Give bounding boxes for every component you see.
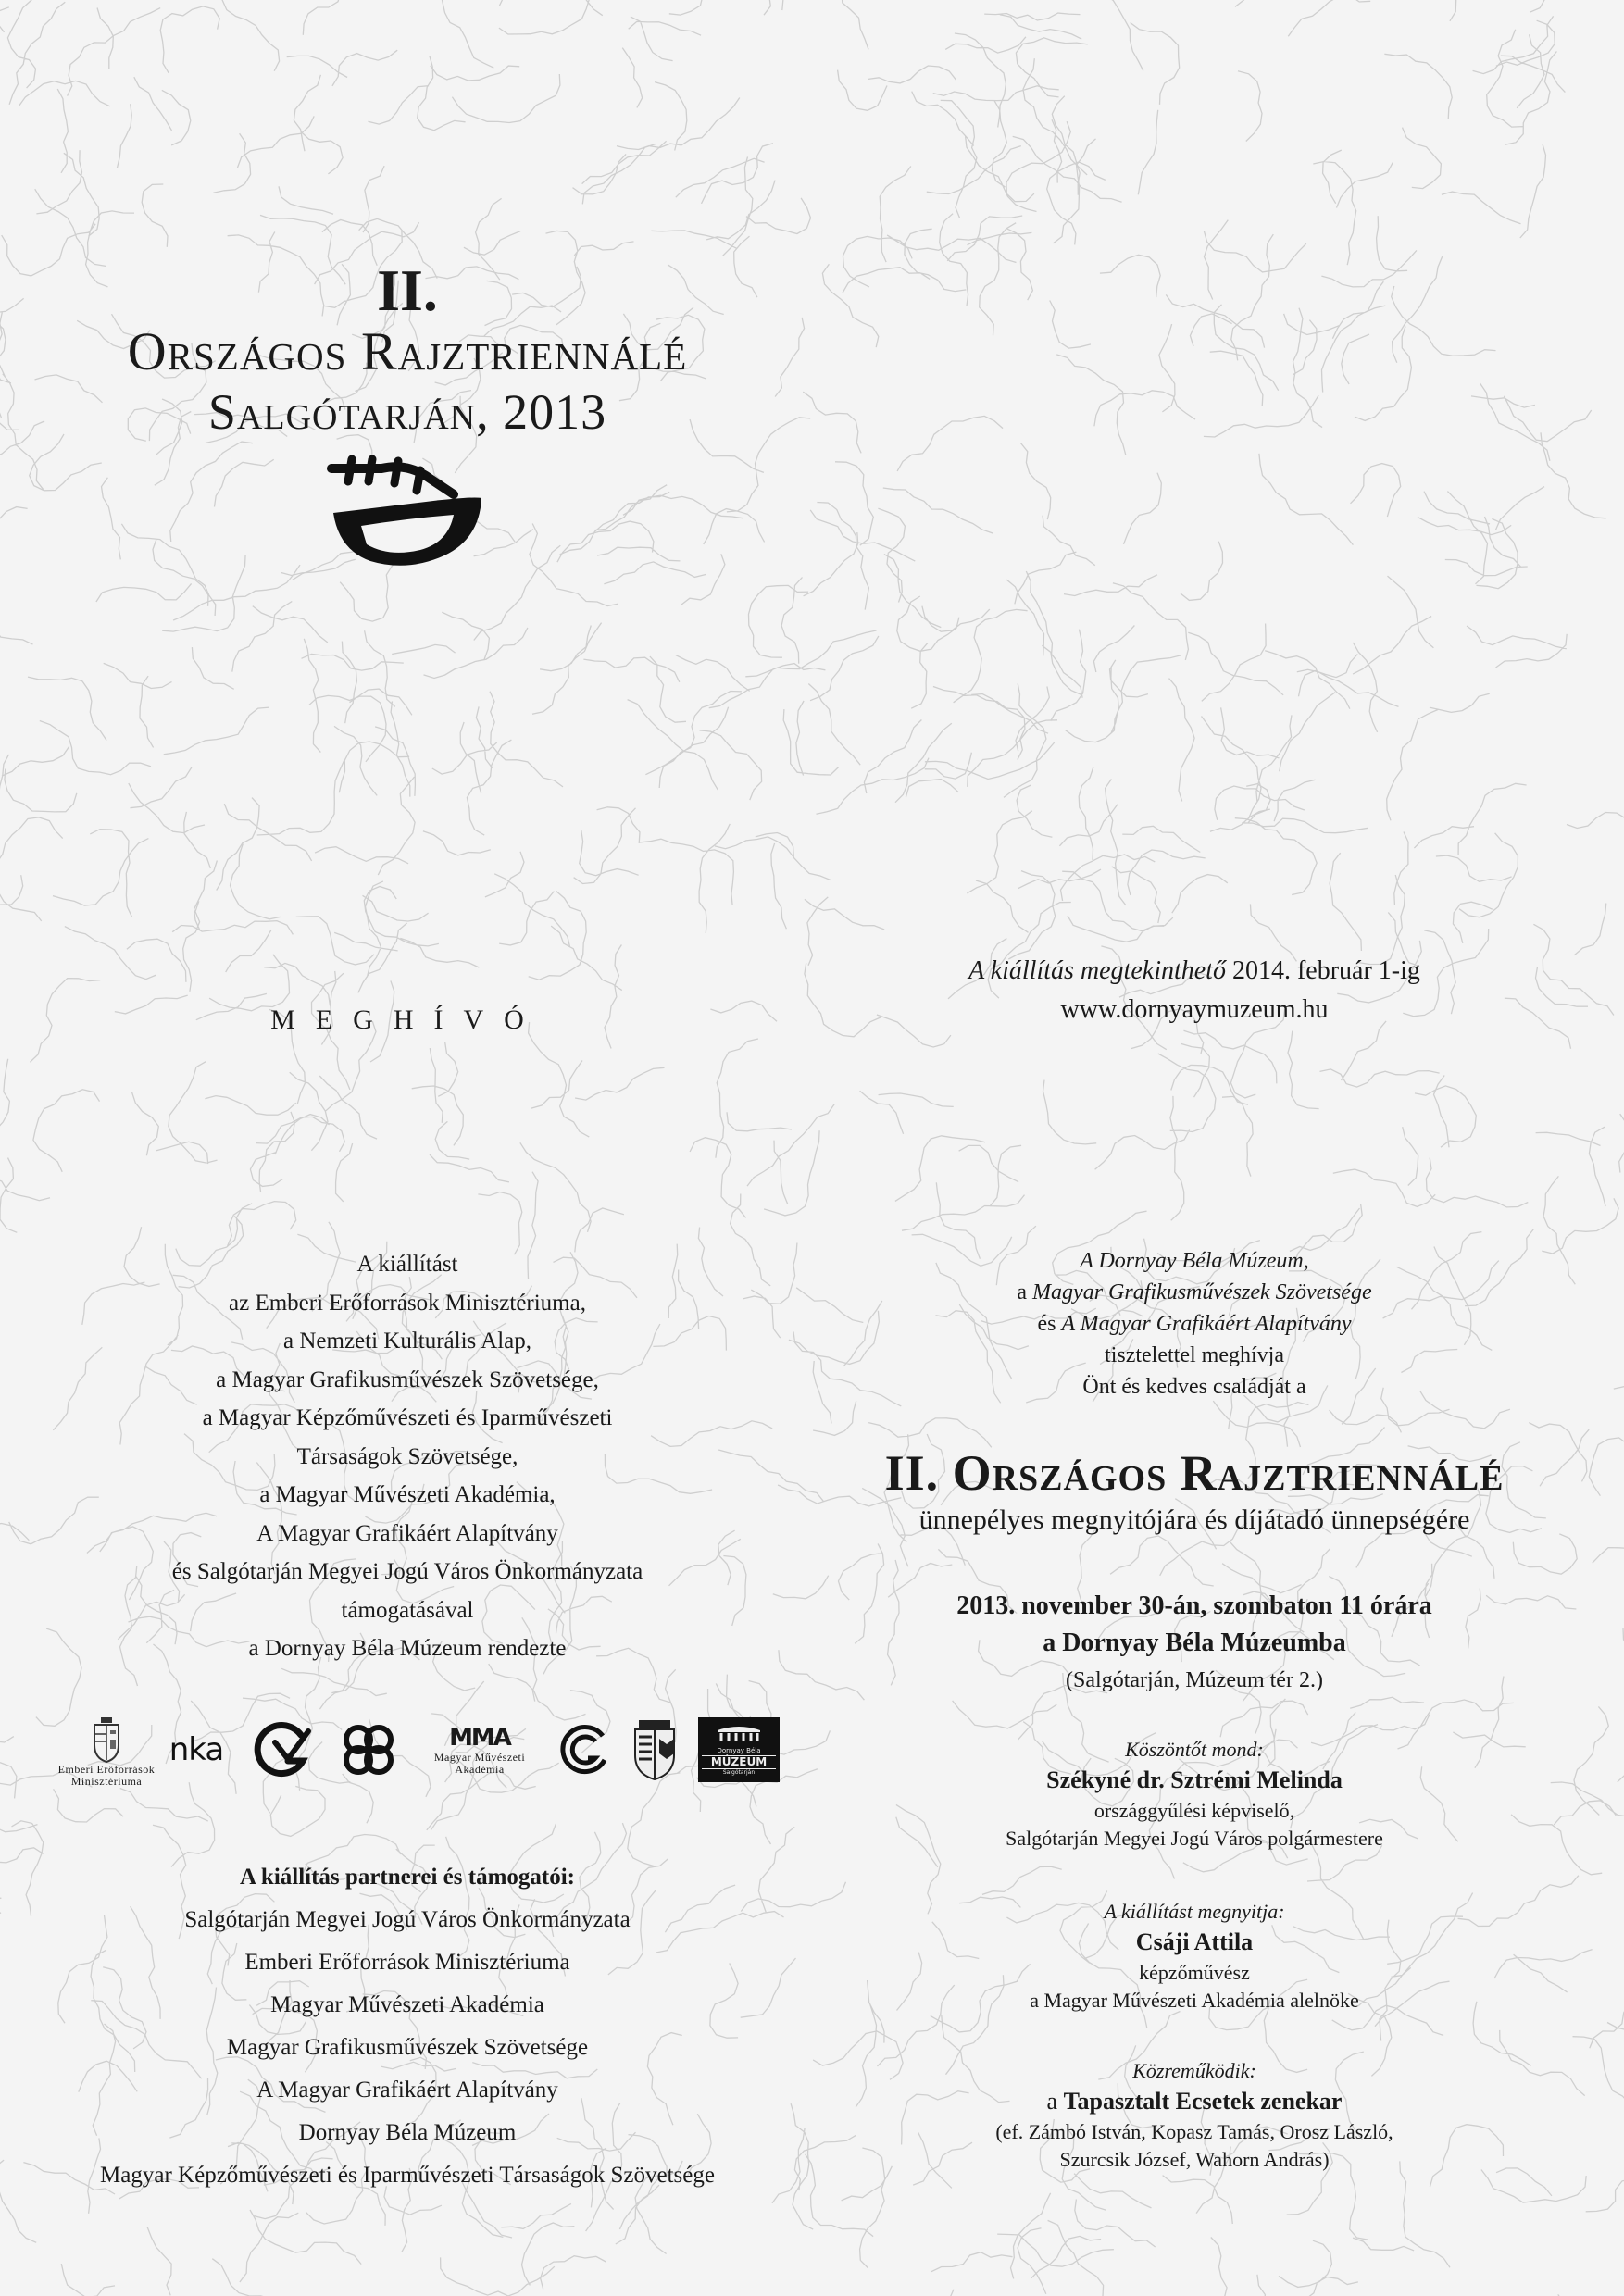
- opening-label: A kiállítást megnyitja:: [1104, 1900, 1285, 1923]
- music-band-line: [833, 2085, 1555, 2118]
- opening-name: Csáji Attila: [1135, 1928, 1254, 1955]
- invite-line-3-pre: és: [1037, 1312, 1062, 1336]
- sponsor-line: a Magyar Grafikusművészek Szövetsége,: [216, 1366, 599, 1392]
- partner-item: Magyar Grafikusművészek Szövetsége: [226, 2035, 589, 2060]
- museum-logo-line2: MÚZEUM: [702, 1755, 776, 1769]
- triennale-emblem-icon: [324, 454, 491, 574]
- invite-line-2-pre: a: [1017, 1280, 1033, 1304]
- mma-mark: MMA: [449, 1724, 510, 1752]
- partner-item: Magyar Művészeti Akadémia: [270, 1992, 544, 2017]
- event-address: (Salgótarján, Múzeum tér 2.): [1066, 1668, 1323, 1692]
- city-crest: [622, 1703, 687, 1796]
- invite-line-2: [833, 1277, 1555, 1308]
- partners-heading: A kiállítás partnerei és támogatói:: [240, 1865, 575, 1890]
- partner-item: Salgótarján Megyei Jogú Város Önkormányzata: [184, 1907, 631, 1932]
- music-band: Tapasztalt Ecsetek zenekar: [1063, 2088, 1343, 2115]
- sponsor-line: Társaságok Szövetsége,: [296, 1443, 518, 1469]
- emmi-logo: [56, 1703, 157, 1796]
- sponsor-list: [56, 1245, 759, 1668]
- viewing-info: [833, 952, 1555, 1029]
- sponsor-line: a Nemzeti Kulturális Alap,: [283, 1329, 531, 1354]
- invite-line-2-italic: Magyar Grafikusművészek Szövetsége: [1032, 1280, 1372, 1304]
- invite-line-5: Önt és kedves családját a: [1082, 1375, 1306, 1399]
- opening-role-2: a Magyar Művészeti Akadémia alelnöke: [1030, 1989, 1359, 2012]
- event-date: 2013. november 30-án, szombaton 11 órára: [956, 1591, 1432, 1620]
- sponsor-line: A Magyar Grafikáért Alapítvány: [256, 1520, 558, 1546]
- music-block: [833, 2057, 1555, 2174]
- title-roman: II.: [377, 257, 438, 323]
- sponsor-line: és Salgótarján Megyei Jogú Város Önkormányzata: [171, 1559, 643, 1584]
- invite-line-3: [833, 1308, 1555, 1340]
- museum-logo-line1: Dornyay Béla: [717, 1747, 761, 1754]
- city-crest-icon: [631, 1716, 678, 1783]
- event-title: II. Országos Rajztriennálé: [884, 1445, 1505, 1501]
- music-members-1: (ef. Zámbó István, Kopasz Tamás, Orosz László,: [995, 2120, 1393, 2143]
- museum-logo: [694, 1703, 783, 1796]
- viewing-dates: [833, 952, 1555, 991]
- mma-logo: [415, 1703, 544, 1796]
- emmi-caption-2: Minisztériuma: [70, 1775, 143, 1788]
- logo-row: [56, 1703, 796, 1796]
- website-url: www.dornyaymuzeum.hu: [1060, 995, 1329, 1024]
- invite-line-1: A Dornyay Béla Múzeum,: [1080, 1249, 1309, 1273]
- title-block: [56, 259, 759, 579]
- partner-item: Magyar Képzőművészeti és Iparművészeti Társaságok Szövetsége: [100, 2163, 715, 2188]
- coat-of-arms-icon: [91, 1712, 122, 1764]
- event-title-block: [833, 1444, 1555, 1539]
- greeting-role-2: Salgótarján Megyei Jogú Város polgármestere: [1006, 1827, 1383, 1850]
- sponsor-line: a Magyar Művészeti Akadémia,: [259, 1482, 556, 1507]
- sponsor-line: az Emberi Erőforrások Minisztériuma,: [229, 1290, 586, 1316]
- invite-line-4: tisztelettel meghívja: [1105, 1343, 1284, 1367]
- greeting-block: [833, 1736, 1555, 1853]
- music-label: Közreműködik:: [1132, 2059, 1256, 2082]
- opening-block: [833, 1898, 1555, 2015]
- event-when: [833, 1588, 1555, 1699]
- music-members-2: Szurcsik József, Wahorn András): [1059, 2148, 1330, 2171]
- invite-line-3-italic: A Magyar Grafikáért Alapítvány: [1061, 1312, 1352, 1336]
- mkisz-logo: [331, 1703, 406, 1796]
- greeting-role-1: országgyűlési képviselő,: [1093, 1799, 1295, 1822]
- viewing-until: 2014. február 1-ig: [1225, 956, 1420, 985]
- mkisz-logo-icon: [338, 1719, 399, 1780]
- mgsz-logo: [245, 1703, 319, 1796]
- museum-building-icon: [714, 1723, 764, 1743]
- music-pre: a: [1046, 2088, 1064, 2115]
- partner-item: A Magyar Grafikáért Alapítvány: [256, 2078, 558, 2103]
- grafika-logo: [546, 1703, 620, 1796]
- sponsor-line: A kiállítást: [356, 1252, 458, 1277]
- partner-item: Emberi Erőforrások Minisztériuma: [244, 1950, 570, 1975]
- grafika-logo-icon: [555, 1721, 612, 1778]
- partners-list: [37, 1856, 778, 2197]
- invitation-label: MEGHÍVÓ: [270, 1004, 544, 1035]
- museum-logo-line3: Salgótarján: [722, 1769, 756, 1776]
- partner-item: Dornyay Béla Múzeum: [298, 2120, 517, 2145]
- mgsz-logo-icon: [251, 1722, 314, 1778]
- mma-caption-2: Akadémia: [455, 1763, 505, 1776]
- event-place: a Dornyay Béla Múzeumba: [1043, 1628, 1346, 1657]
- viewing-italic: A kiállítás megtekinthető: [968, 956, 1226, 985]
- mma-caption-1: Magyar Művészeti: [433, 1751, 526, 1764]
- nka-logo: [159, 1703, 233, 1796]
- greeting-name: Székyné dr. Sztrémi Melinda: [1046, 1766, 1343, 1793]
- sponsor-line: a Magyar Képzőművészeti és Iparművészeti: [202, 1405, 613, 1430]
- nka-logo-text: nka: [169, 1731, 224, 1768]
- page-title: Országos Rajztriennálé: [127, 321, 688, 382]
- title-location: Salgótarján, 2013: [207, 383, 607, 440]
- event-subtitle: ünnepélyes megnyitójára és díjátadó ünnepségére: [918, 1504, 1470, 1535]
- emmi-caption-1: Emberi Erőforrások: [57, 1763, 156, 1776]
- opening-role-1: képzőművész: [1139, 1961, 1250, 1984]
- museum-logo-box: [698, 1717, 780, 1782]
- sponsor-line: támogatásával: [341, 1597, 474, 1623]
- invite-text: [833, 1245, 1555, 1403]
- greeting-label: Köszöntőt mond:: [1125, 1738, 1264, 1761]
- sponsor-line: a Dornyay Béla Múzeum rendezte: [248, 1636, 567, 1661]
